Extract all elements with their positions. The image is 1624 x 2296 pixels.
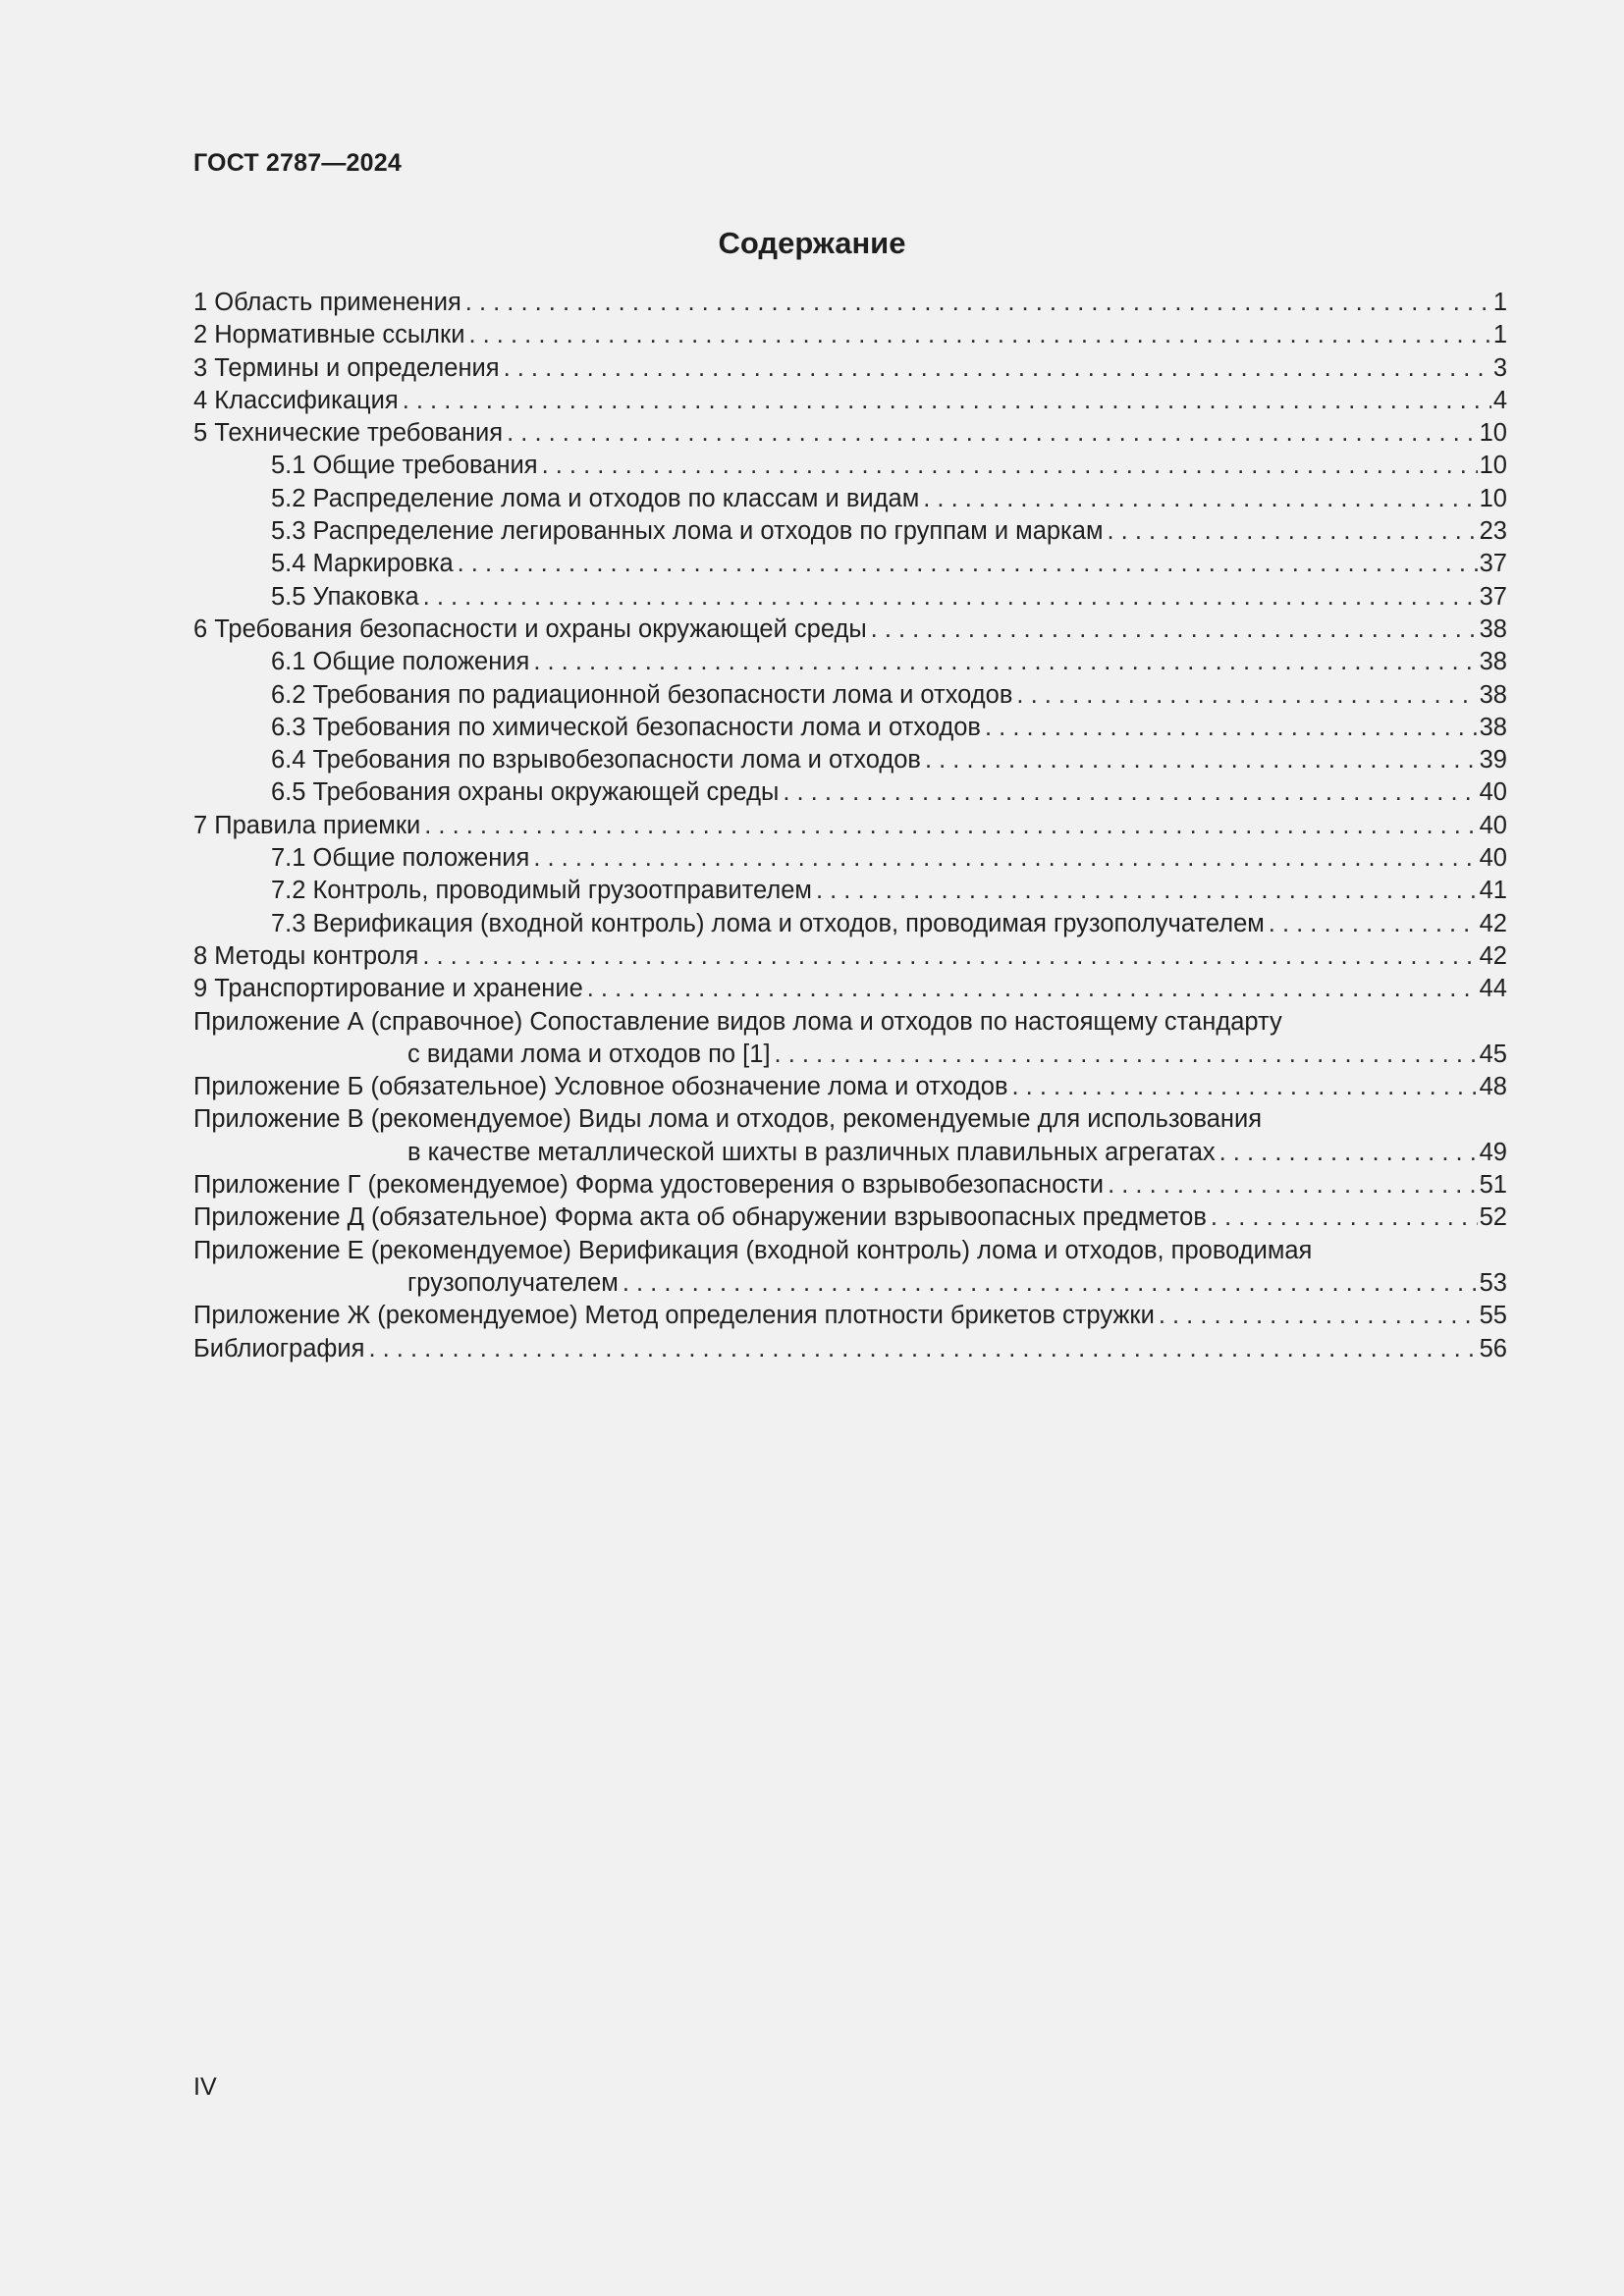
- toc-entry-page: 52: [1479, 1203, 1507, 1232]
- toc-entry-label: 5.4 Маркировка: [271, 550, 454, 578]
- dot-leader: [1211, 1201, 1478, 1234]
- dot-leader: [775, 1039, 1478, 1071]
- page-number: IV: [193, 2073, 217, 2101]
- toc-entry-label: 7.1 Общие положения: [271, 844, 530, 873]
- toc-entry-page: 40: [1479, 844, 1507, 873]
- toc-entry-page: 23: [1479, 517, 1507, 546]
- dot-leader: [623, 1267, 1478, 1300]
- dot-leader: [871, 614, 1478, 646]
- toc-entry[interactable]: [193, 776, 1507, 809]
- toc-entry-label: 3 Термины и определения: [193, 353, 500, 382]
- toc-entry[interactable]: [193, 515, 1507, 548]
- dot-leader: [422, 940, 1477, 973]
- toc-entry-page: 38: [1479, 680, 1507, 709]
- toc-entry-label: 7 Правила приемки: [193, 811, 421, 839]
- toc-entry[interactable]: [193, 875, 1507, 907]
- dot-leader: [1108, 515, 1478, 548]
- dot-leader: [465, 287, 1491, 319]
- toc-entry[interactable]: [193, 319, 1507, 351]
- dot-leader: [424, 810, 1477, 842]
- toc-entry[interactable]: [193, 1071, 1507, 1103]
- dot-leader: [533, 842, 1477, 875]
- toc-entry-label: Приложение Е (рекомендуемое) Верификация (входной контроль) лома и отходов, проводимая: [193, 1236, 1313, 1264]
- toc-entry-label-continuation: в качестве металлической шихты в различных плавильных агрегатах: [407, 1138, 1216, 1166]
- toc-entry-label: 2 Нормативные ссылки: [193, 321, 465, 349]
- toc-entry-label: Приложение Г (рекомендуемое) Форма удостоверения о взрывобезопасности: [193, 1171, 1105, 1200]
- toc-entry-label: 8 Методы контроля: [193, 941, 419, 970]
- toc-entry[interactable]: [193, 712, 1507, 744]
- toc-entry-label: 4 Классификация: [193, 386, 399, 414]
- toc-entry[interactable]: [193, 614, 1507, 646]
- dot-leader: [923, 483, 1477, 515]
- toc-entry[interactable]: [193, 385, 1507, 417]
- toc-entry-page: 10: [1479, 452, 1507, 480]
- toc-entry[interactable]: [193, 1006, 1507, 1039]
- toc-entry-label: 6.3 Требования по химической безопасности лома и отходов: [271, 713, 981, 741]
- toc-entry-page: 48: [1479, 1073, 1507, 1101]
- toc-entry[interactable]: [193, 417, 1507, 450]
- document-code: ГОСТ 2787—2024: [193, 149, 402, 177]
- toc-entry-label-continuation: грузополучателем: [407, 1268, 619, 1297]
- toc-entry-page: 1: [1492, 321, 1507, 349]
- toc-entry-label-continuation: с видами лома и отходов по [1]: [407, 1040, 771, 1068]
- toc-entry-label: 1 Область применения: [193, 289, 461, 316]
- dot-leader: [783, 776, 1477, 809]
- toc-entry-page: 1: [1492, 289, 1507, 316]
- toc-entry-page: 40: [1479, 778, 1507, 807]
- toc-entry[interactable]: [193, 1333, 1507, 1365]
- toc-entry[interactable]: [193, 1201, 1507, 1234]
- toc-entry-continuation[interactable]: [193, 1267, 1507, 1300]
- toc-entry-page: 42: [1479, 909, 1507, 937]
- dot-leader: [542, 450, 1478, 482]
- dot-leader: [504, 352, 1491, 385]
- toc-entry-page: 38: [1479, 713, 1507, 741]
- toc-entry-page: 3: [1492, 353, 1507, 382]
- toc-entry-page: 38: [1479, 614, 1507, 643]
- toc-entry-page: 4: [1492, 386, 1507, 414]
- dot-leader: [1012, 1071, 1478, 1103]
- toc-entry-page: 49: [1479, 1138, 1507, 1166]
- dot-leader: [1219, 1137, 1478, 1169]
- toc-entry-page: 53: [1479, 1268, 1507, 1297]
- toc-entry-label: Приложение Д (обязательное) Форма акта об обнаружении взрывоопасных предметов: [193, 1203, 1207, 1232]
- toc-entry[interactable]: [193, 679, 1507, 712]
- toc-entry[interactable]: [193, 810, 1507, 842]
- toc-entry[interactable]: [193, 973, 1507, 1005]
- toc-entry-label: Приложение А (справочное) Сопоставление видов лома и отходов по настоящему стандарту: [193, 1007, 1282, 1036]
- table-of-contents: [193, 287, 1507, 1365]
- toc-entry[interactable]: [193, 908, 1507, 940]
- toc-entry[interactable]: [193, 646, 1507, 678]
- toc-entry-page: 40: [1479, 811, 1507, 839]
- dot-leader: [1108, 1169, 1478, 1201]
- toc-entry-continuation[interactable]: [193, 1039, 1507, 1071]
- toc-entry-label: 5.2 Распределение лома и отходов по классам и видам: [271, 484, 920, 512]
- dot-leader: [403, 385, 1491, 417]
- toc-entry-label: Приложение Б (обязательное) Условное обозначение лома и отходов: [193, 1073, 1008, 1101]
- toc-entry[interactable]: [193, 287, 1507, 319]
- toc-entry-page: 51: [1479, 1171, 1507, 1200]
- toc-entry[interactable]: [193, 940, 1507, 973]
- toc-entry-page: 44: [1479, 975, 1507, 1003]
- toc-entry-page: 37: [1479, 582, 1507, 611]
- toc-entry-label: 6 Требования безопасности и охраны окружающей среды: [193, 614, 867, 643]
- toc-entry-label: 5.3 Распределение легированных лома и отходов по группам и маркам: [271, 517, 1104, 546]
- toc-entry-label: 7.2 Контроль, проводимый грузоотправителем: [271, 877, 812, 905]
- dot-leader: [468, 319, 1490, 351]
- toc-entry[interactable]: [193, 352, 1507, 385]
- toc-entry-page: 55: [1479, 1302, 1507, 1330]
- toc-entry-page: 56: [1479, 1334, 1507, 1362]
- toc-entry-label: 7.3 Верификация (входной контроль) лома и отходов, проводимая грузополучателем: [271, 909, 1265, 937]
- dot-leader: [533, 646, 1477, 678]
- toc-entry-label: 5 Технические требования: [193, 419, 504, 448]
- toc-entry-label: Библиография: [193, 1334, 365, 1362]
- toc-entry[interactable]: [193, 450, 1507, 482]
- toc-entry-label: 6.1 Общие положения: [271, 648, 530, 676]
- dot-leader: [423, 581, 1478, 614]
- toc-entry[interactable]: [193, 842, 1507, 875]
- dot-leader: [507, 417, 1478, 450]
- toc-entry[interactable]: [193, 483, 1507, 515]
- dot-leader: [368, 1333, 1477, 1365]
- toc-entry-label: Приложение Ж (рекомендуемое) Метод определения плотности брикетов стружки: [193, 1302, 1155, 1330]
- toc-entry-page: 10: [1479, 484, 1507, 512]
- toc-entry-label: Приложение В (рекомендуемое) Виды лома и отходов, рекомендуемые для использования: [193, 1105, 1263, 1134]
- toc-entry[interactable]: [193, 581, 1507, 614]
- dot-leader: [816, 875, 1478, 907]
- toc-entry[interactable]: [193, 548, 1507, 580]
- toc-entry[interactable]: [193, 1300, 1507, 1332]
- toc-entry-label: 5.5 Упаковка: [271, 582, 419, 611]
- toc-entry-page: 41: [1479, 877, 1507, 905]
- toc-entry[interactable]: [193, 1103, 1507, 1136]
- dot-leader: [985, 712, 1478, 744]
- dot-leader: [1016, 679, 1477, 712]
- toc-entry[interactable]: [193, 1235, 1507, 1267]
- toc-entry-label: 6.2 Требования по радиационной безопасности лома и отходов: [271, 680, 1013, 709]
- toc-entry-label: 9 Транспортирование и хранение: [193, 975, 583, 1003]
- toc-entry-page: 42: [1479, 941, 1507, 970]
- toc-entry-page: 10: [1479, 419, 1507, 448]
- toc-entry-label: 6.5 Требования охраны окружающей среды: [271, 778, 780, 807]
- toc-entry-page: 38: [1479, 648, 1507, 676]
- toc-title: Содержание: [718, 226, 906, 260]
- toc-entry-continuation[interactable]: [193, 1137, 1507, 1169]
- toc-entry-page: 45: [1479, 1040, 1507, 1068]
- dot-leader: [458, 548, 1478, 580]
- toc-entry[interactable]: [193, 744, 1507, 776]
- toc-entry[interactable]: [193, 1169, 1507, 1201]
- dot-leader: [925, 744, 1478, 776]
- dot-leader: [587, 973, 1478, 1005]
- toc-entry-label: 6.4 Требования по взрывобезопасности лома и отходов: [271, 746, 921, 774]
- toc-entry-page: 39: [1479, 746, 1507, 774]
- toc-entry-page: 37: [1479, 550, 1507, 578]
- dot-leader: [1269, 908, 1478, 940]
- dot-leader: [1159, 1300, 1478, 1332]
- toc-entry-label: 5.1 Общие требования: [271, 452, 538, 480]
